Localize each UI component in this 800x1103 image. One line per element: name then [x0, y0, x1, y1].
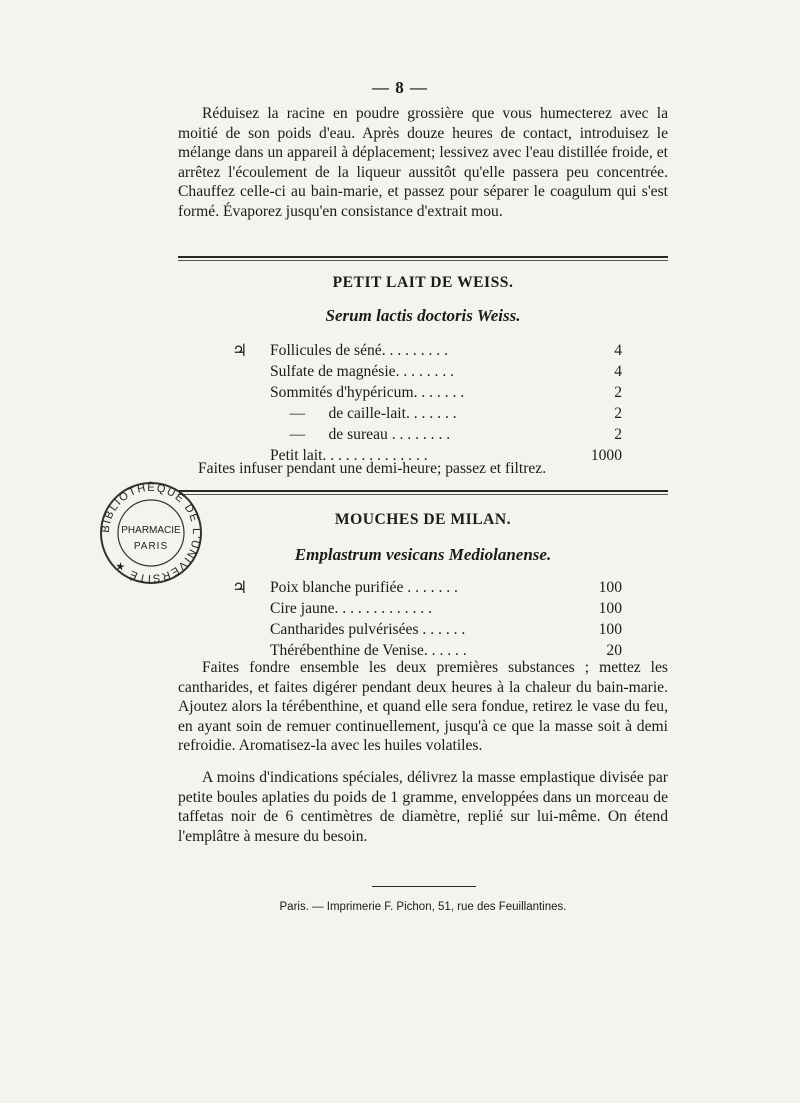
recipe1-latin-title: Serum lactis doctoris Weiss.	[325, 306, 521, 325]
recipe2-ingredient-list	[232, 577, 622, 661]
ingredient-row	[232, 361, 622, 382]
ingredient-quantity: 100	[598, 600, 622, 617]
ingredient-name: — de caille-lait. . . . . . .	[270, 405, 457, 422]
ingredient-row	[232, 403, 622, 424]
ingredient-row	[232, 424, 622, 445]
ingredient-name: Sulfate de magnésie. . . . . . . .	[270, 363, 455, 380]
ingredient-row	[232, 598, 622, 619]
ingredient-row	[232, 340, 622, 361]
ingredient-quantity: 4	[614, 342, 622, 359]
ingredient-row	[232, 619, 622, 640]
ingredient-quantity: 2	[614, 405, 622, 422]
stamp-line1: PHARMACIE	[121, 525, 181, 536]
ingredient-name: Sommités d'hypéricum. . . . . . .	[270, 384, 465, 401]
recipe2-instructions-1: Faites fondre ensemble les deux premières substances ; mettez les cantharides, et faites digérer pendant deux heures à la chaleur du bain-marie. Ajoutez alors la térébenthine, et quand elle sera fondue, retirez le vase du feu, en ayant soin de remuer continuellement, jusqu'à ce que la masse soit à demi refroidie. Aromatisez-la avec les huiles volatiles.	[178, 659, 668, 754]
library-stamp	[96, 478, 206, 588]
ingredient-quantity: 2	[614, 426, 622, 443]
stamp-ring-text: BIBLIOTHÈQUE DE L'UNIVERSITÉ ★	[99, 481, 203, 585]
ingredient-quantity: 2	[614, 384, 622, 401]
recipe2-latin-title: Emplastrum vesicans Mediolanense.	[294, 545, 552, 564]
ingredient-name: Thérébenthine de Venise. . . . . .	[270, 642, 467, 659]
ingredient-quantity: 20	[606, 642, 622, 659]
jupiter-symbol-icon: ♃	[232, 341, 248, 360]
recipe1-title: PETIT LAIT DE WEISS.	[332, 274, 514, 291]
ingredient-quantity: 1000	[590, 447, 622, 464]
recipe2-title: MOUCHES DE MILAN.	[334, 511, 512, 528]
ingredient-row	[232, 577, 622, 598]
recipe1-instructions: Faites infuser pendant une demi-heure; passez et filtrez.	[198, 460, 547, 477]
stamp-seal-icon	[96, 478, 206, 588]
ingredient-name: Cantharides pulvérisées . . . . . .	[270, 621, 466, 638]
intro-paragraph: Réduisez la racine en poudre grossière que vous humecterez avec la moitié de son poids d'eau. Après douze heures de contact, introduisez le mélange dans un appareil à déplacement; lessivez avec l'eau distillée froide, et arrêtez l'écoulement de la liqueur aussitôt qu'elle passera peu concentrée. Chauffez celle-ci au bain-marie, et passez pour séparer le coagulum qui s'est formé. Évaporez jusqu'en consistance d'extrait mou.	[178, 105, 668, 220]
footer-divider	[372, 886, 476, 887]
ingredient-quantity: 4	[614, 363, 622, 380]
stamp-line2: PARIS	[133, 541, 169, 552]
recipe1-ingredient-list	[232, 340, 622, 466]
ingredient-name: — de sureau . . . . . . . .	[270, 426, 451, 443]
section-divider	[178, 490, 668, 492]
ingredient-quantity: 100	[598, 621, 622, 638]
jupiter-symbol-icon: ♃	[232, 578, 248, 597]
printer-footer: Paris. — Imprimerie F. Pichon, 51, rue des Feuillantines.	[279, 901, 567, 913]
ingredient-name: Follicules de séné. . . . . . . . .	[270, 342, 449, 359]
ingredient-name: Petit lait. . . . . . . . . . . . . .	[270, 447, 428, 464]
ingredient-quantity: 100	[598, 579, 622, 596]
ingredient-row	[232, 382, 622, 403]
page-number: — 8 —	[372, 78, 428, 97]
section-divider	[178, 256, 668, 258]
ingredient-name: Cire jaune. . . . . . . . . . . . .	[270, 600, 432, 617]
ingredient-name: Poix blanche purifiée . . . . . . .	[270, 579, 458, 596]
recipe2-instructions-2: A moins d'indications spéciales, délivrez la masse emplastique divisée par petite boules aplaties du poids de 1 gramme, enveloppées dans un morceau de taffetas noir de 6 centimètres de diamètre, replié sur lui-même. On étend l'emplâtre à mesure du besoin.	[178, 769, 668, 845]
